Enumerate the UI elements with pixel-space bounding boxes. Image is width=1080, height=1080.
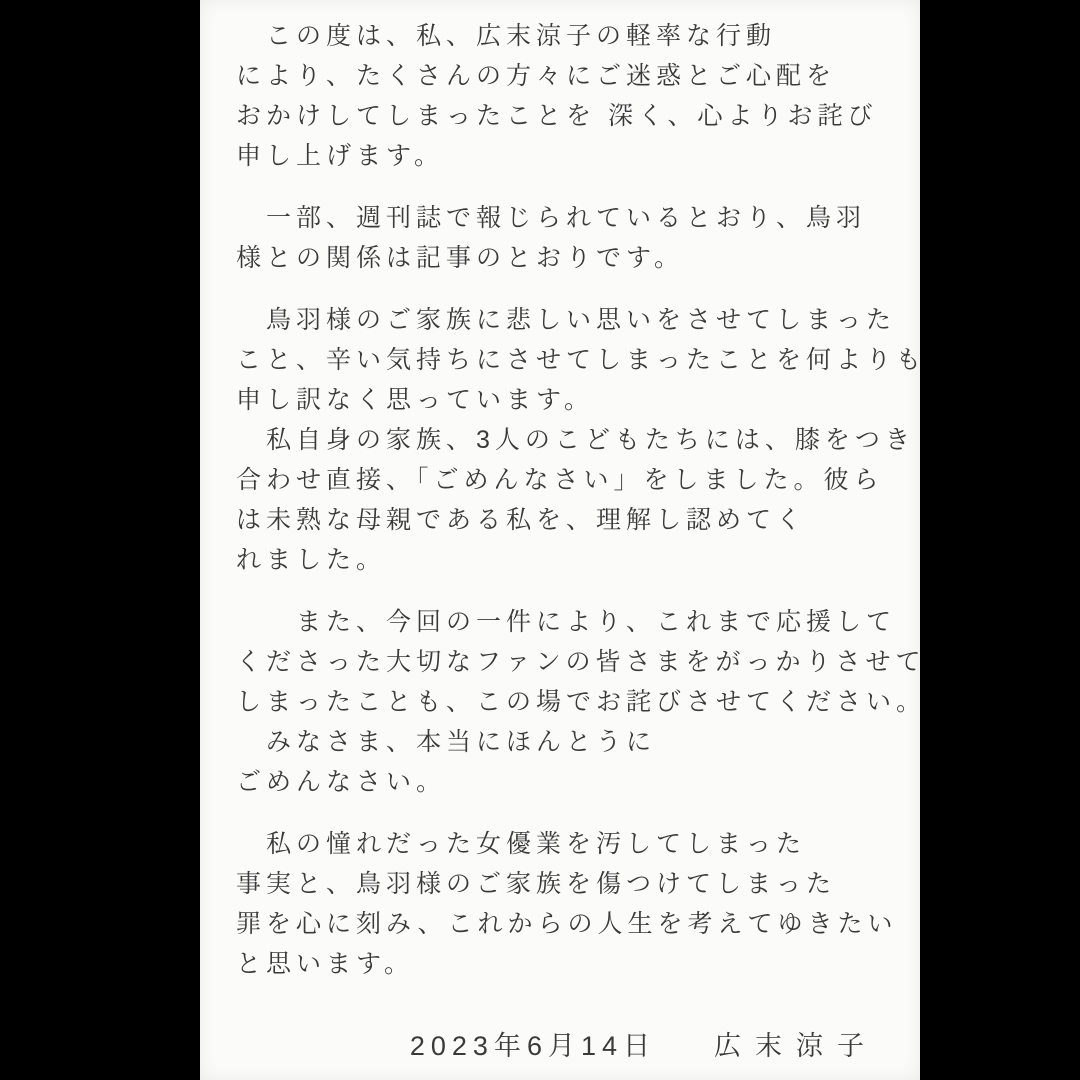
letter-date: 2023年6月14日 xyxy=(409,1031,656,1061)
letter-paragraph xyxy=(236,198,894,278)
letter-line: 事実と、鳥羽様のご家族を傷つけてしまった xyxy=(236,870,837,898)
letter-line: この度は、私、広末涼子の軽率な行動 xyxy=(236,22,777,50)
letter-line: は未熟な母親である私を、理解し認めてく xyxy=(236,506,807,534)
letter-line: 私の憧れだった女優業を汚してしまった xyxy=(236,830,807,858)
letter-signature: 広末涼子 xyxy=(714,1031,878,1061)
letter-line: しまったことも、この場でお詫びさせてください。 xyxy=(236,688,927,716)
letter-line: と思います。 xyxy=(236,950,415,978)
letter-line: ごめんなさい。 xyxy=(236,768,447,796)
letter-line: 私自身の家族、3人のこどもたちには、膝をつき xyxy=(236,426,915,454)
letter-line: また、今回の一件により、これまで応援して xyxy=(236,608,897,636)
letter-body xyxy=(200,0,927,984)
letter-line: 鳥羽様のご家族に悲しい思いをさせてしまった xyxy=(236,306,897,334)
letter-paragraph xyxy=(236,824,898,984)
letter-line: みなさま、本当にほんとうに xyxy=(236,728,657,756)
letter-paper xyxy=(200,0,927,1080)
letter-line: 様との関係は記事のとおりです。 xyxy=(236,244,685,272)
letter-line: くださった大切なファンの皆さまをがっかりさせて xyxy=(236,648,926,676)
letter-paragraph xyxy=(236,16,894,176)
letter-paragraph xyxy=(236,602,927,802)
letter-line: 合わせ直接、「ごめんなさい」をしました。彼ら xyxy=(236,466,884,494)
letter-line: おかけしてしまったことを 深く、心よりお詫び xyxy=(236,102,878,130)
letter-paragraph xyxy=(236,300,927,580)
letter-line: 申し訳なく思っています。 xyxy=(236,386,595,414)
letter-line: 罪を心に刻み、これからの人生を考えてゆきたい xyxy=(236,910,898,938)
letter-dateline xyxy=(200,1024,920,1063)
letter-line: により、たくさんの方々にご迷惑とご心配を xyxy=(236,62,837,90)
letter-line: 一部、週刊誌で報じられているとおり、鳥羽 xyxy=(236,204,867,232)
letter-line: れました。 xyxy=(236,546,387,574)
letter-line: こと、辛い気持ちにさせてしまったことを何よりも xyxy=(236,346,927,374)
letter-line: 申し上げます。 xyxy=(236,142,445,170)
